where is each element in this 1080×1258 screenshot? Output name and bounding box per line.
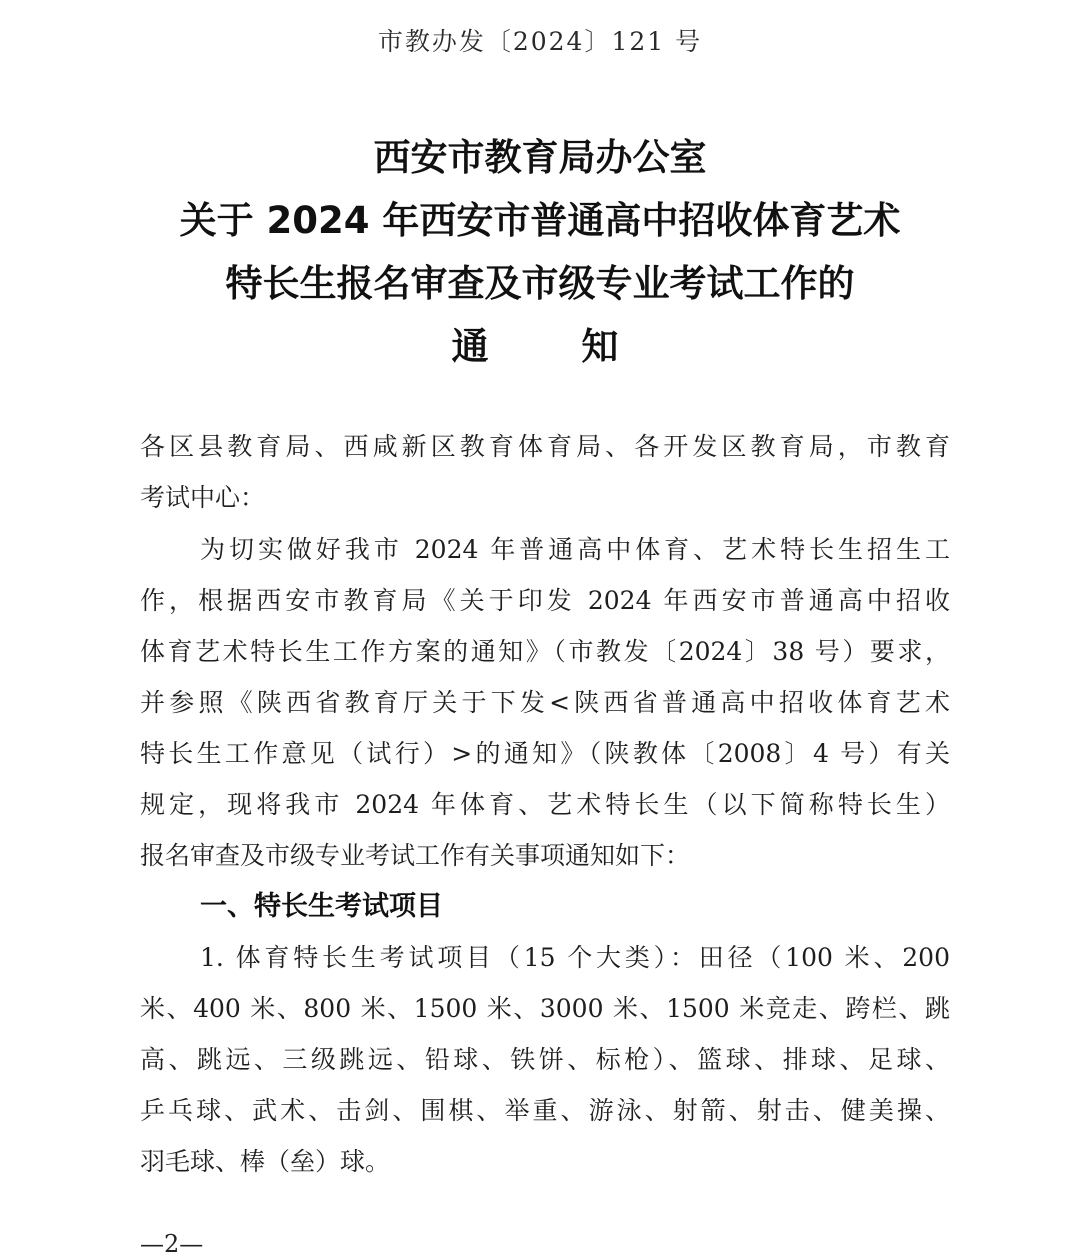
addressee-line: 考试中心： — [140, 483, 266, 512]
addressee-line: 各区县教育局、西咸新区教育体育局、各开发区教育局，市教育 — [140, 432, 950, 461]
title-line-3: 特长生报名审查及市级专业考试工作的 — [225, 262, 855, 305]
paragraph-line: 规定，现将我市 2024 年体育、艺术特长生（以下简称特长生） — [140, 790, 950, 819]
paragraph-line: 米、400 米、800 米、1500 米、3000 米、1500 米竞走、跨栏、跳 — [140, 994, 950, 1023]
paragraph-line: 为切实做好我市 2024 年普通高中体育、艺术特长生招生工 — [200, 535, 950, 564]
paragraph-line: 体育艺术特长生工作方案的通知》（市教发〔2024〕38 号）要求， — [140, 637, 950, 666]
section-heading: 一、特长生考试项目 — [200, 891, 443, 922]
document-number: 市教办发〔2024〕121 号 — [377, 27, 703, 56]
paragraph-line: 高、跳远、三级跳远、铅球、铁饼、标枪）、篮球、排球、足球、 — [140, 1045, 950, 1074]
paragraph-line: 1. 体育特长生考试项目（15 个大类）：田径（100 米、200 — [200, 943, 950, 972]
paragraph-line: 羽毛球、棒（垒）球。 — [140, 1147, 391, 1176]
page-number: —2— — [140, 1230, 204, 1258]
title-line-1: 西安市教育局办公室 — [373, 136, 707, 179]
paragraph-line: 特长生工作意见（试行）>的通知》（陕教体〔2008〕4 号）有关 — [140, 739, 950, 768]
paragraph-line: 并参照《陕西省教育厅关于下发<陕西省普通高中招收体育艺术 — [140, 688, 950, 717]
title-line-2: 关于 2024 年西安市普通高中招收体育艺术 — [179, 199, 901, 242]
paragraph-line: 乒乓球、武术、击剑、围棋、举重、游泳、射箭、射击、健美操、 — [140, 1096, 950, 1125]
title-line-4: 通 知 — [451, 325, 659, 368]
paragraph-line: 作，根据西安市教育局《关于印发 2024 年西安市普通高中招收 — [140, 586, 950, 615]
paragraph-line: 报名审查及市级专业考试工作有关事项通知如下： — [140, 841, 691, 870]
